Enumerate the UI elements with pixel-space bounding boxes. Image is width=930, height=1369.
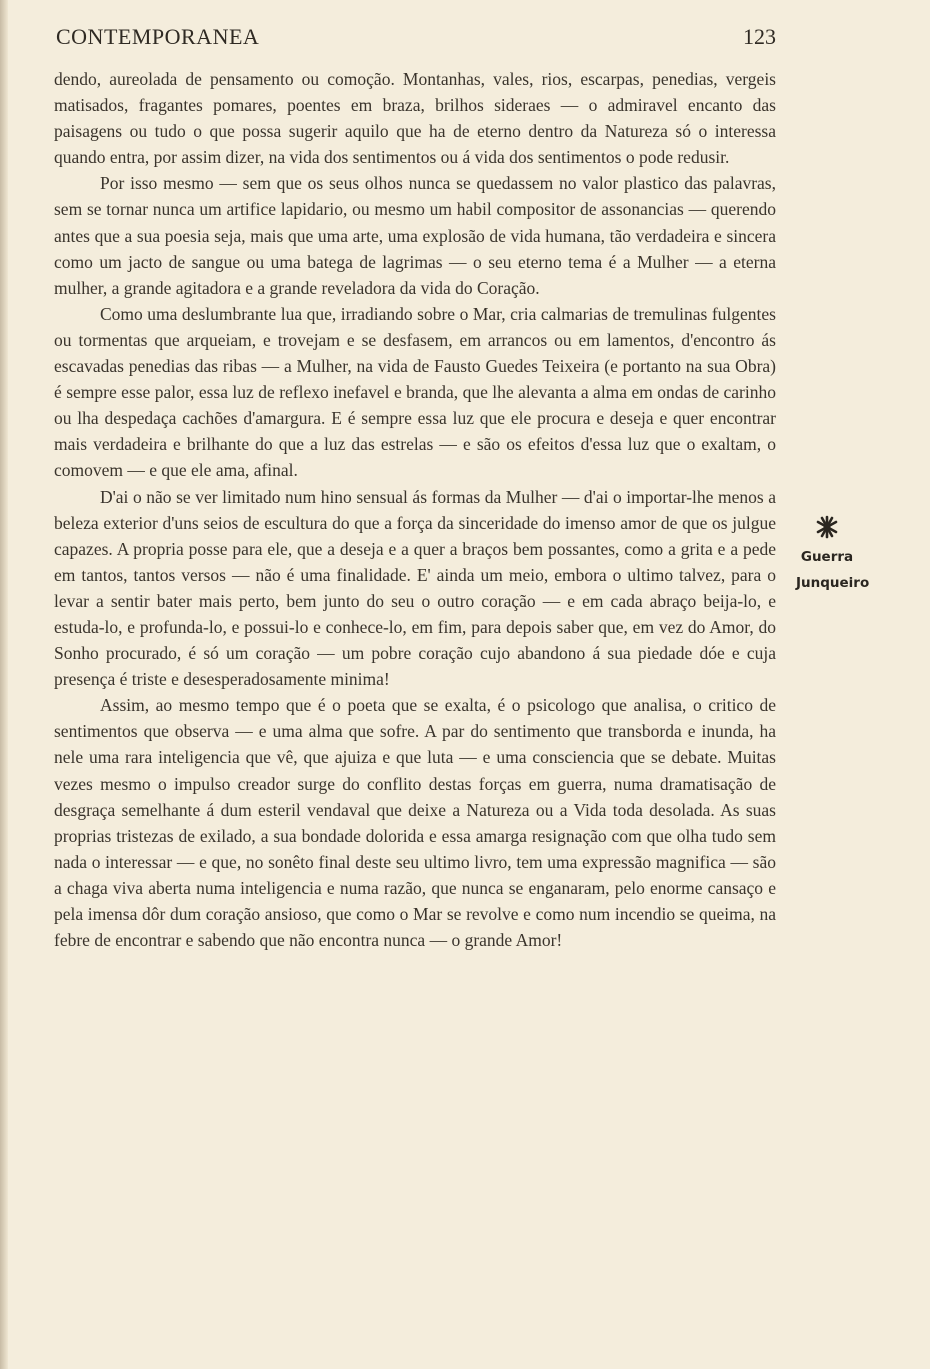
- paragraph-5: Assim, ao mesmo tempo que é o poeta que se exalta, é o psicologo que analisa, o critico de sentimentos que observa — e uma alma que sofre. A par do sentimento que transborda e inunda, ha nele uma rara inteligencia que vê, que ajuiza e que luta — e uma consciencia que se debate. Muitas vezes mesmo o impulso creador surge do conflito destas forças em guerra, numa dramatisação de desgraça semelhante á dum esteril vendaval que deixe a Natureza ou a Vida toda desolada. As suas proprias tristezas de exilado, a sua bondade dolorida e essa amarga resignação com que olha tudo sem nada o interessar — e que, no sonêto final deste seu ultimo livro, tem uma expressão magnifica — são a chaga viva aberta numa inteligencia e numa razão, que nunca se enganaram, pelo enorme cansaço e pela imensa dôr dum coração ansioso, que como o Mar se revolve e como num incendio se queima, na febre de encontrar e sabendo que não encontra nunca — o grande Amor!: [54, 695, 776, 951]
- page-edge: [0, 0, 8, 1369]
- paragraph-1: dendo, aureolada de pensamento ou comoção. Montanhas, vales, rios, escarpas, penedias, vergeis matisados, fragantes pomares, poentes em braza, brilhos sideraes — o admiravel encanto das paisagens ou tudo o que possa sugerir aquilo que ha de eterno dentro da Natureza só o interessa quando entra, por assim dizer, na vida dos sentimentos ou á vida dos sentimentos o pode redusir.: [54, 69, 776, 168]
- asterisk-star-icon: [796, 514, 858, 544]
- page-number: 123: [743, 24, 776, 49]
- page-header: [56, 24, 776, 54]
- running-title: CONTEMPORANEA: [56, 24, 260, 49]
- margin-note: [796, 514, 870, 596]
- paragraph-4: D'ai o não se ver limitado num hino sensual ás formas da Mulher — d'ai o importar-lhe menos a beleza exterior d'uns seios de escultura do que a força da sinceridade do imenso amor de que os julgue capazes. A propria posse para ele, que a deseja e a quer a braços bem possantes, como a grita e a pede em tantos, tantos versos — não é uma finalidade. E' ainda um meio, embora o ultimo talvez, para o levar a sentir bater mais perto, bem junto do seu o outro coração — e em cada abraço beija-lo, e estuda-lo, e profunda-lo, e possui-lo e conhece-lo, em fim, para depois saber que, em vez do Amor, do Sonho procurado, é só um coração — um pobre coração cujo abandono á sua piedade dóe e cuja presença é triste e desesperadosamente minima!: [54, 486, 776, 690]
- paragraph-3: Como uma deslumbrante lua que, irradiando sobre o Mar, cria calmarias de tremulinas fulgentes ou tormentas que arqueiam, e trovejam e se desfasem, em arrancos ou em lamentos, d'encontro ás escavadas penedias das ribas — a Mulher, na vida de Fausto Guedes Teixeira (e portanto na sua Obra) é sempre esse palor, essa luz de reflexo inefavel e branda, que lhe alevanta a alma em ondas de carinho ou lha despedaça cachões d'amargura. E é sempre essa luz que ele procura e deseja e quer encontrar mais verdadeira e brilhante do que a luz das estrelas — e são os efeitos d'essa luz que o exaltam, o comovem — e que ele ama, afinal.: [54, 303, 776, 481]
- margin-note-line-1: Guerra: [800, 549, 854, 565]
- margin-note-line-2: Junqueiro: [796, 575, 870, 591]
- paragraph-2: Por isso mesmo — sem que os seus olhos nunca se quedassem no valor plastico das palavras, sem se tornar nunca um artifice lapidario, ou mesmo um habil compositor de assonancias — querendo antes que a sua poesia seja, mais que uma arte, uma explosão de vida humana, tão verdadeira e sincera como um jacto de sangue ou uma bategа de lagrimas — o seu eterno tema é a Mulher — a eterna mulher, a grande agitadora e a grande reveladora da vida do Coração.: [54, 173, 776, 298]
- body-text: [54, 66, 776, 953]
